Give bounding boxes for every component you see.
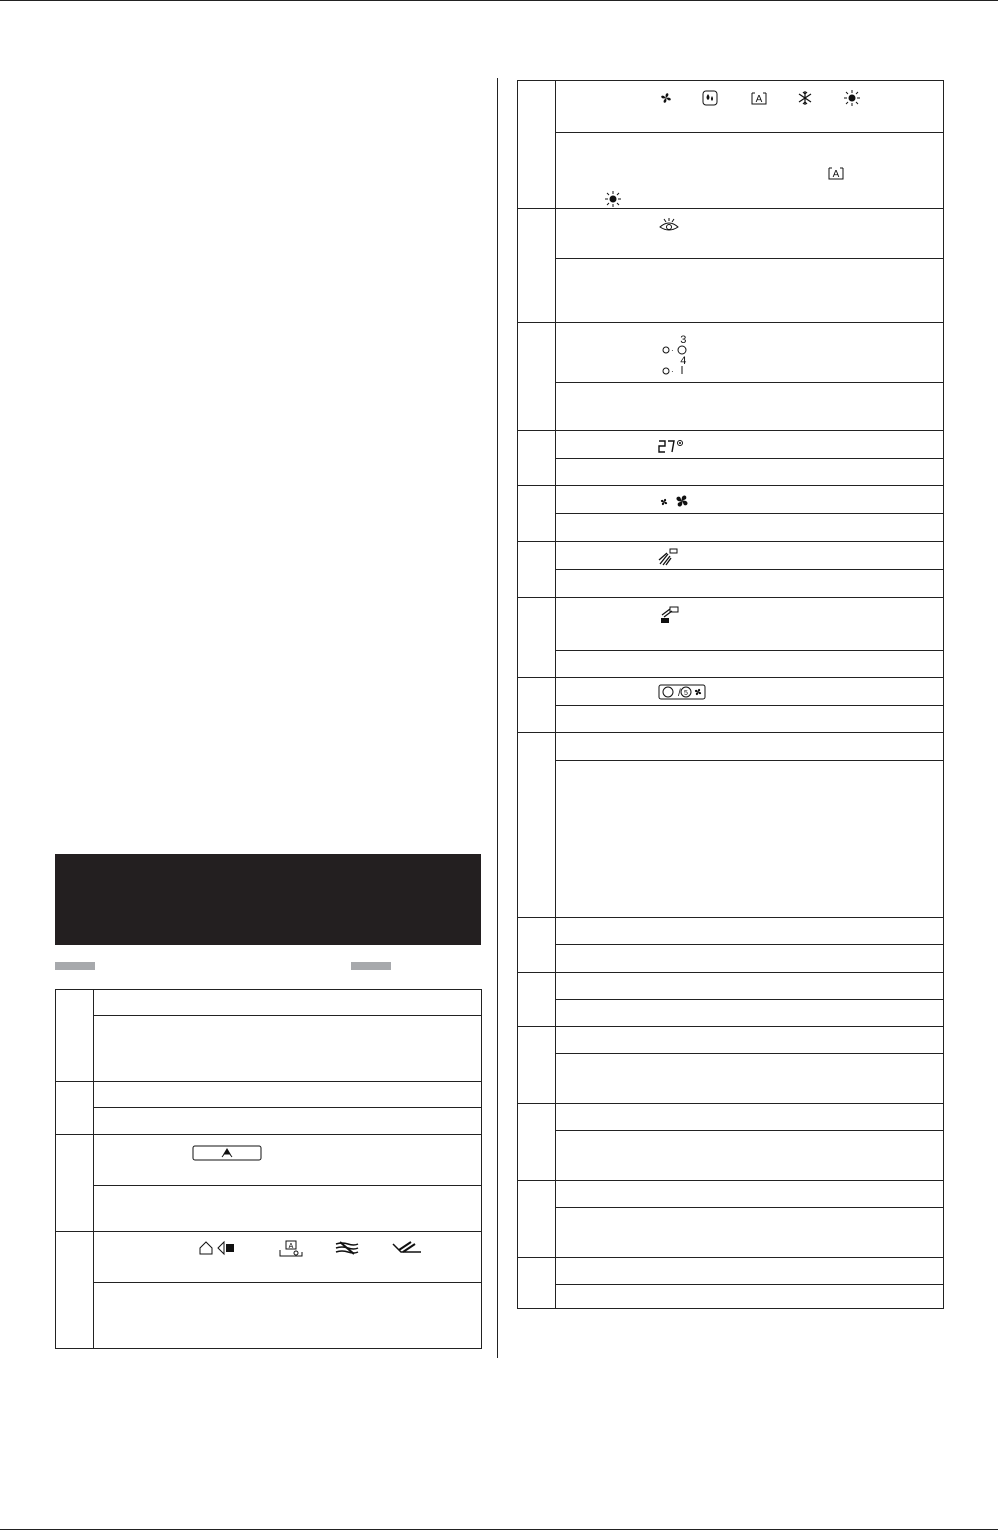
row-divider <box>555 760 943 761</box>
row-boundary <box>518 485 943 486</box>
row-divider <box>555 1053 943 1054</box>
row-divider <box>555 1207 943 1208</box>
row-boundary <box>518 972 943 973</box>
row-boundary <box>518 1180 943 1181</box>
svg-text:4: 4 <box>680 356 687 368</box>
row-boundary <box>56 1081 481 1082</box>
row-divider <box>555 1130 943 1131</box>
left-table-number-column <box>56 990 94 1348</box>
row-divider <box>93 1282 481 1283</box>
svg-text:A: A <box>832 169 840 180</box>
temperature-digits-icon <box>658 438 684 454</box>
top-rule <box>0 0 998 1</box>
left-table <box>55 989 482 1349</box>
row-divider <box>555 650 943 651</box>
mode-cycle-icon <box>658 684 706 700</box>
sun-icon <box>844 90 860 106</box>
svg-text:5: 5 <box>684 690 688 697</box>
row-divider <box>555 382 943 383</box>
swing-icon <box>658 548 678 566</box>
svg-text:·: · <box>671 367 674 375</box>
section-banner <box>55 854 481 945</box>
row-divider <box>93 1107 481 1108</box>
svg-text:3: 3 <box>680 335 687 347</box>
row-boundary <box>518 1257 943 1258</box>
sun-icon <box>605 191 621 207</box>
row-boundary <box>518 1026 943 1027</box>
svg-text:A: A <box>755 94 763 105</box>
auto-mode-icon <box>827 165 845 181</box>
auto-unit-icon <box>278 1240 304 1258</box>
row-divider <box>555 1284 943 1285</box>
row-boundary <box>518 1103 943 1104</box>
row-divider <box>555 944 943 945</box>
snowflake-icon <box>797 90 813 106</box>
column-divider <box>497 78 498 1358</box>
airflow-icon <box>391 1240 423 1256</box>
row-divider <box>555 999 943 1000</box>
section-tag-left <box>55 962 95 970</box>
drain-icon <box>658 605 680 625</box>
timer-icon <box>662 333 688 375</box>
row-boundary <box>518 732 943 733</box>
fan-icon <box>658 90 674 106</box>
row-divider <box>93 1185 481 1186</box>
dry-icon <box>702 90 718 106</box>
right-table-number-column <box>518 81 556 1308</box>
no-air-icon <box>334 1240 360 1256</box>
eye-sensor-icon <box>658 217 680 233</box>
fan-speed-icon <box>658 493 698 509</box>
remote-button-icon <box>192 1145 262 1161</box>
svg-text:/: / <box>678 688 681 699</box>
row-boundary <box>518 208 943 209</box>
row-divider <box>555 458 943 459</box>
row-boundary <box>518 541 943 542</box>
row-boundary <box>518 597 943 598</box>
row-divider <box>555 132 943 133</box>
plug-filter-icon <box>198 1240 238 1256</box>
row-boundary <box>56 1231 481 1232</box>
svg-text:·: · <box>671 346 674 355</box>
auto-mode-icon <box>750 90 768 106</box>
row-divider <box>555 569 943 570</box>
right-table <box>517 80 944 1309</box>
svg-text:A: A <box>288 1243 294 1250</box>
section-tag-right <box>351 962 391 970</box>
row-boundary <box>518 917 943 918</box>
row-divider <box>555 258 943 259</box>
row-boundary <box>518 322 943 323</box>
row-divider <box>93 1015 481 1016</box>
bottom-rule <box>0 1529 998 1530</box>
row-divider <box>555 513 943 514</box>
row-boundary <box>518 677 943 678</box>
row-boundary <box>56 1134 481 1135</box>
row-divider <box>555 705 943 706</box>
row-boundary <box>518 430 943 431</box>
